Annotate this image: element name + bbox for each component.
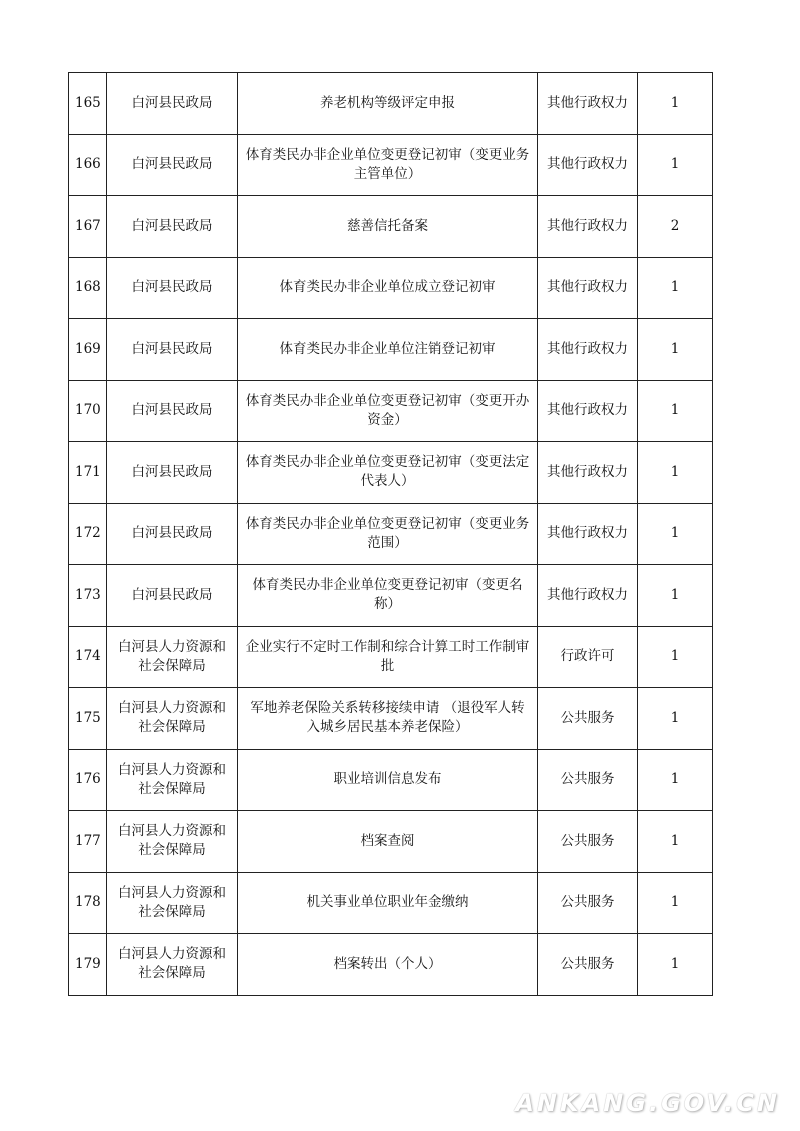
item-name: 职业培训信息发布 [333, 771, 442, 788]
item-count: 1 [670, 402, 680, 419]
table-row [69, 196, 713, 258]
row-number: 173 [75, 586, 101, 603]
item-name-cell [238, 319, 538, 381]
power-type: 其他行政权力 [547, 463, 628, 480]
row-number-cell [69, 319, 107, 381]
department-name: 白河县人力资源和社会保障局 [118, 761, 226, 797]
item-count: 1 [670, 894, 680, 911]
department-name-cell [107, 442, 238, 504]
item-name-cell [238, 688, 538, 750]
power-type: 公共服务 [560, 832, 615, 849]
power-type: 其他行政权力 [547, 402, 628, 419]
item-name: 体育类民办非企业单位变更登记初审（变更开办资金） [245, 392, 530, 428]
item-name-cell [238, 872, 538, 934]
item-name-cell [238, 749, 538, 811]
power-type: 其他行政权力 [547, 525, 628, 542]
item-count-cell [638, 319, 713, 381]
table-row [69, 319, 713, 381]
department-name-cell [107, 380, 238, 442]
item-name: 档案查阅 [360, 832, 415, 849]
row-number-cell [69, 257, 107, 319]
table-row [69, 872, 713, 934]
table-row [69, 749, 713, 811]
power-type-cell [538, 626, 638, 688]
item-count-cell [638, 503, 713, 565]
row-number-cell [69, 134, 107, 196]
item-count-cell [638, 626, 713, 688]
item-count-cell [638, 134, 713, 196]
row-number: 166 [75, 156, 101, 173]
item-name: 体育类民办非企业单位变更登记初审（变更业务范围） [245, 515, 530, 551]
row-number: 174 [75, 648, 101, 665]
department-name-cell [107, 73, 238, 135]
table-body [69, 73, 713, 996]
power-type-cell [538, 565, 638, 627]
item-count: 1 [670, 156, 680, 173]
department-name: 白河县民政局 [131, 94, 213, 111]
row-number: 170 [75, 402, 101, 419]
power-type-cell [538, 134, 638, 196]
power-type-cell [538, 196, 638, 258]
power-type: 其他行政权力 [547, 586, 628, 603]
row-number-cell [69, 626, 107, 688]
department-name-cell [107, 565, 238, 627]
table-row [69, 503, 713, 565]
item-name-cell [238, 73, 538, 135]
table-row [69, 688, 713, 750]
row-number: 168 [75, 279, 101, 296]
department-name: 白河县民政局 [131, 525, 213, 542]
item-count-cell [638, 196, 713, 258]
item-name: 慈善信托备案 [347, 217, 428, 234]
item-count: 2 [670, 217, 680, 234]
item-name: 体育类民办非企业单位变更登记初审（变更业务主管单位） [245, 146, 530, 182]
service-item-table [68, 72, 713, 996]
item-count: 1 [670, 340, 680, 357]
item-count-cell [638, 565, 713, 627]
power-type-cell [538, 749, 638, 811]
row-number-cell [69, 811, 107, 873]
power-type: 公共服务 [560, 709, 615, 726]
item-name-cell [238, 503, 538, 565]
table-row [69, 380, 713, 442]
department-name: 白河县民政局 [131, 156, 213, 173]
item-name-cell [238, 626, 538, 688]
row-number-cell [69, 380, 107, 442]
item-count-cell [638, 442, 713, 504]
item-count: 1 [670, 648, 680, 665]
row-number-cell [69, 442, 107, 504]
item-name: 体育类民办非企业单位变更登记初审（变更名称） [252, 577, 523, 613]
item-count: 1 [670, 586, 680, 603]
item-name-cell [238, 134, 538, 196]
department-name: 白河县人力资源和社会保障局 [118, 638, 226, 674]
power-type: 其他行政权力 [547, 340, 628, 357]
power-type: 其他行政权力 [547, 279, 628, 296]
table-row [69, 442, 713, 504]
power-type-cell [538, 442, 638, 504]
department-name-cell [107, 811, 238, 873]
department-name: 白河县人力资源和社会保障局 [118, 823, 226, 859]
item-count: 1 [670, 525, 680, 542]
item-name-cell [238, 442, 538, 504]
item-name-cell [238, 380, 538, 442]
item-count-cell [638, 749, 713, 811]
item-count-cell [638, 688, 713, 750]
department-name-cell [107, 319, 238, 381]
power-type-cell [538, 380, 638, 442]
row-number-cell [69, 872, 107, 934]
item-name-cell [238, 934, 538, 996]
item-name: 养老机构等级评定申报 [320, 94, 455, 111]
table-row [69, 134, 713, 196]
power-type: 行政许可 [560, 648, 615, 665]
department-name-cell [107, 134, 238, 196]
table-row [69, 934, 713, 996]
item-name: 档案转出（个人） [333, 955, 442, 972]
department-name: 白河县民政局 [131, 217, 213, 234]
power-type: 其他行政权力 [547, 217, 628, 234]
item-name-cell [238, 811, 538, 873]
row-number: 178 [75, 894, 101, 911]
row-number-cell [69, 73, 107, 135]
item-name: 体育类民办非企业单位变更登记初审（变更法定代表人） [245, 454, 530, 490]
power-type-cell [538, 688, 638, 750]
item-count: 1 [670, 463, 680, 480]
department-name: 白河县人力资源和社会保障局 [118, 884, 226, 920]
department-name-cell [107, 934, 238, 996]
department-name-cell [107, 872, 238, 934]
department-name-cell [107, 749, 238, 811]
row-number: 172 [75, 525, 101, 542]
row-number: 167 [75, 217, 101, 234]
item-count: 1 [670, 771, 680, 788]
power-type: 公共服务 [560, 771, 615, 788]
department-name-cell [107, 196, 238, 258]
item-count: 1 [670, 955, 680, 972]
row-number: 169 [75, 340, 101, 357]
row-number: 176 [75, 771, 101, 788]
item-name-cell [238, 257, 538, 319]
site-watermark: ANKANG.GOV.CN [515, 1089, 780, 1117]
department-name: 白河县民政局 [131, 402, 213, 419]
department-name: 白河县人力资源和社会保障局 [118, 946, 226, 982]
row-number: 171 [75, 463, 101, 480]
item-name: 体育类民办非企业单位成立登记初审 [279, 279, 496, 296]
item-count: 1 [670, 709, 680, 726]
power-type-cell [538, 319, 638, 381]
item-name: 军地养老保险关系转移接续申请 （退役军人转入城乡居民基本养老保险） [250, 700, 525, 736]
row-number-cell [69, 688, 107, 750]
row-number: 175 [75, 709, 101, 726]
row-number-cell [69, 934, 107, 996]
item-name-cell [238, 565, 538, 627]
department-name: 白河县人力资源和社会保障局 [118, 700, 226, 736]
department-name-cell [107, 688, 238, 750]
table-row [69, 73, 713, 135]
item-name: 企业实行不定时工作制和综合计算工时工作制审批 [245, 638, 530, 674]
item-name: 机关事业单位职业年金缴纳 [306, 894, 469, 911]
item-count: 1 [670, 94, 680, 111]
row-number: 177 [75, 832, 101, 849]
power-type: 公共服务 [560, 894, 615, 911]
row-number-cell [69, 503, 107, 565]
table-row [69, 565, 713, 627]
department-name-cell [107, 503, 238, 565]
department-name: 白河县民政局 [131, 463, 213, 480]
department-name-cell [107, 626, 238, 688]
row-number-cell [69, 565, 107, 627]
department-name-cell [107, 257, 238, 319]
item-count-cell [638, 811, 713, 873]
table-row [69, 811, 713, 873]
department-name: 白河县民政局 [131, 340, 213, 357]
table-row [69, 257, 713, 319]
department-name: 白河县民政局 [131, 586, 213, 603]
item-count-cell [638, 872, 713, 934]
item-count: 1 [670, 279, 680, 296]
table-row [69, 626, 713, 688]
item-name-cell [238, 196, 538, 258]
power-type-cell [538, 811, 638, 873]
department-name: 白河县民政局 [131, 279, 213, 296]
power-type-cell [538, 257, 638, 319]
power-type-cell [538, 73, 638, 135]
power-type-cell [538, 503, 638, 565]
power-type: 公共服务 [560, 955, 615, 972]
power-type: 其他行政权力 [547, 156, 628, 173]
item-name: 体育类民办非企业单位注销登记初审 [279, 340, 496, 357]
row-number: 165 [75, 94, 101, 111]
row-number-cell [69, 196, 107, 258]
power-type-cell [538, 934, 638, 996]
row-number-cell [69, 749, 107, 811]
item-count-cell [638, 934, 713, 996]
item-count-cell [638, 380, 713, 442]
power-type-cell [538, 872, 638, 934]
item-count-cell [638, 257, 713, 319]
item-count-cell [638, 73, 713, 135]
power-type: 其他行政权力 [547, 94, 628, 111]
row-number: 179 [75, 955, 101, 972]
item-count: 1 [670, 832, 680, 849]
